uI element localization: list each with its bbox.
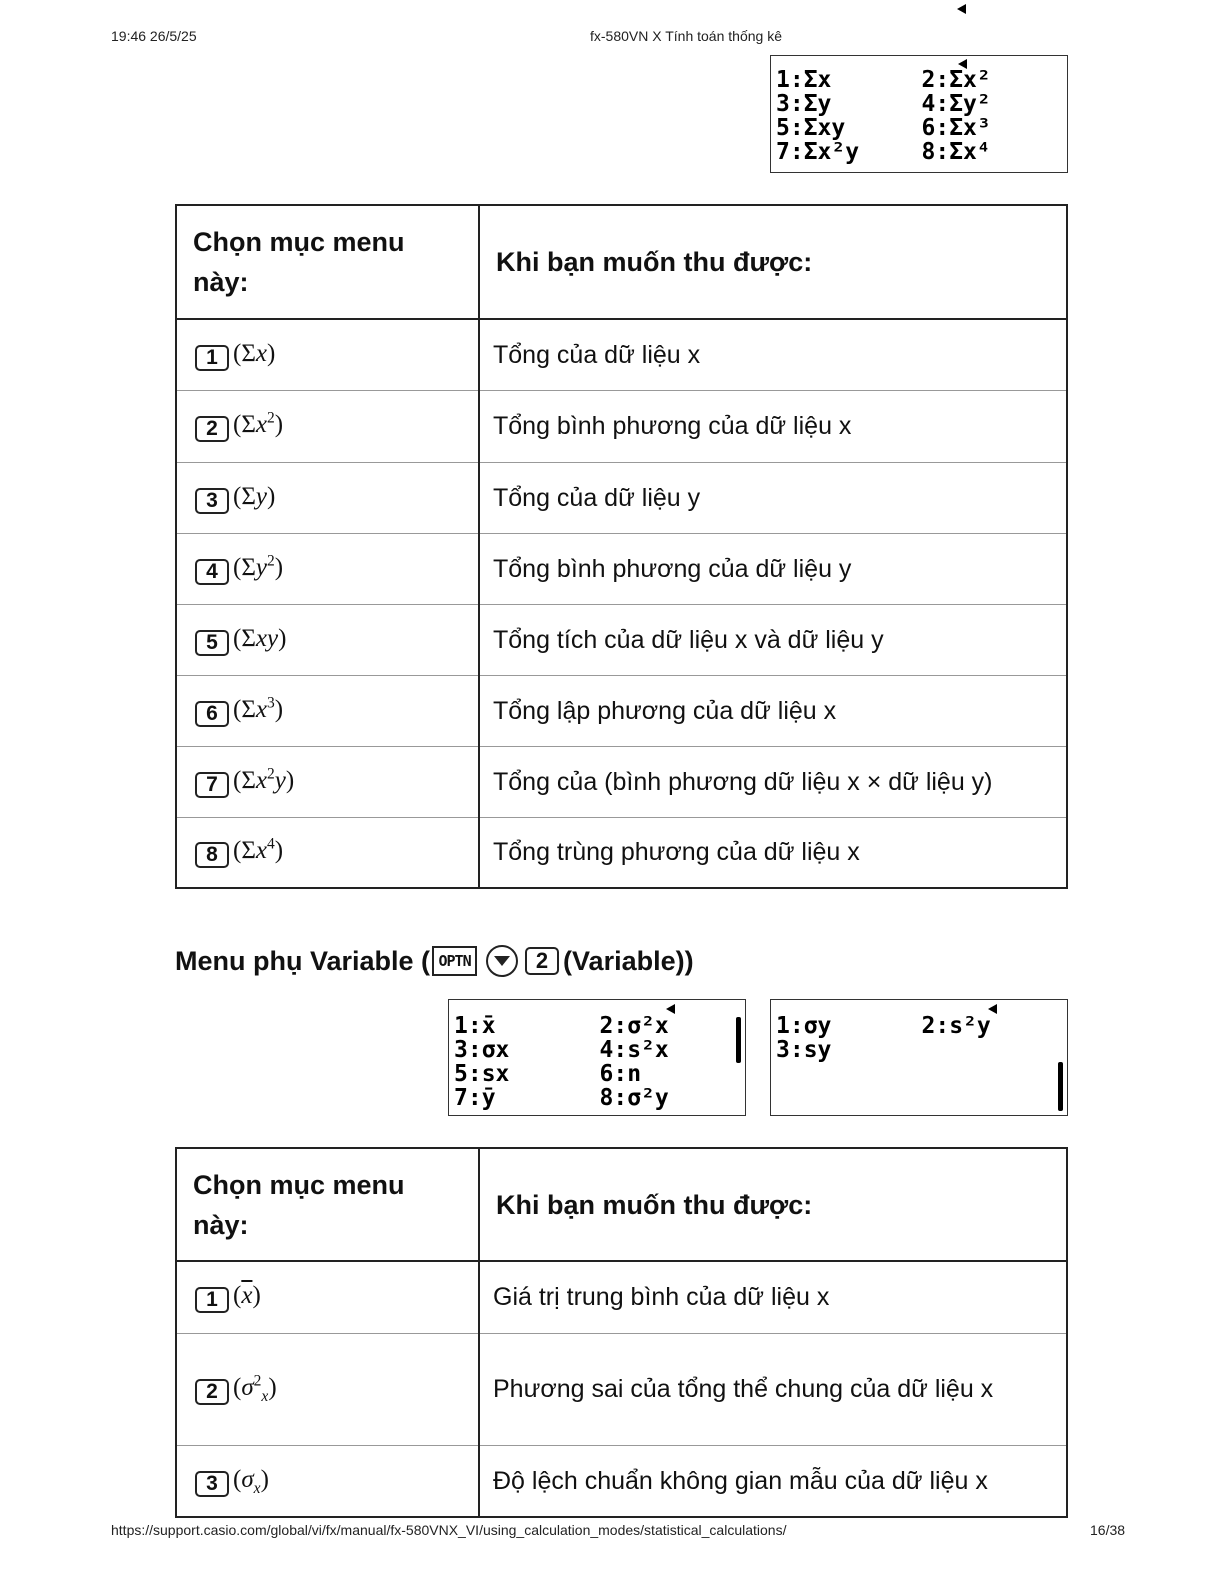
- lcd-item: 1:x̄: [454, 1013, 496, 1039]
- table-row: 3 (Σy) Tổng của dữ liệu y: [176, 462, 1067, 533]
- key-3-icon: 3: [195, 488, 229, 514]
- lcd-item: 3:sy: [776, 1037, 832, 1063]
- lcd-item: 2:Σx²: [921, 67, 991, 93]
- title-prefix: Menu phụ Variable (: [175, 945, 431, 976]
- key-5-icon: 5: [195, 630, 229, 656]
- table-row: 2 $(\sigma^2_x)$ Phương sai của tổng thể chung của dữ liệu x: [176, 1333, 1067, 1445]
- key-7-icon: 7: [195, 772, 229, 798]
- lcd-item: 2:s²y: [921, 1013, 991, 1039]
- row-desc: Tổng tích của dữ liệu x và dữ liệu y: [479, 604, 1067, 675]
- row-desc: Tổng trùng phương của dữ liệu x: [479, 817, 1067, 888]
- key-2-icon: 2: [195, 416, 229, 442]
- key-4-icon: 4: [195, 559, 229, 585]
- table-row: 2 $(\Sigma x^2)$ Tổng bình phương của dữ liệu x: [176, 390, 1067, 462]
- table-row: 5 (Σxy) Tổng tích của dữ liệu x và dữ liệu y: [176, 604, 1067, 675]
- key-3-icon: 3: [195, 1471, 229, 1497]
- table-row: 3 $(\sigma_x)$ Độ lệch chuẩn không gian mẫu của dữ liệu x: [176, 1445, 1067, 1517]
- table-row: 8 $(\Sigma x^4)$ Tổng trùng phương của dữ liệu x: [176, 817, 1067, 888]
- lcd-variable-menu-page2: [770, 999, 1068, 1116]
- print-page-number: 16/38: [1090, 1522, 1126, 1538]
- lcd-item: 5:sx: [454, 1061, 510, 1087]
- row-desc: Phương sai của tổng thể chung của dữ liệu x: [479, 1333, 1067, 1445]
- table-row: 1 $(\overline{x})$ Giá trị trung bình của dữ liệu x: [176, 1261, 1067, 1333]
- lcd-scrollbar: [1058, 1062, 1063, 1111]
- lcd-scrollbar: [736, 1017, 741, 1063]
- optn-key-icon: OPTN: [432, 946, 477, 976]
- print-url: https://support.casio.com/global/vi/fx/manual/fx-580VNX_VI/using_calculation_modes/statistical_calculations/: [111, 1522, 787, 1538]
- lcd-item: 3:σx: [454, 1037, 510, 1063]
- scroll-left-arrow-icon: [958, 59, 967, 69]
- row-desc: Tổng của dữ liệu y: [479, 462, 1067, 533]
- lcd-item: 6:n: [599, 1061, 642, 1087]
- key-2-icon: 2: [525, 947, 559, 975]
- lcd-item: 2:σ²x: [599, 1013, 669, 1039]
- row-desc: Độ lệch chuẩn không gian mẫu của dữ liệu x: [479, 1445, 1067, 1517]
- key-6-icon: 6: [195, 701, 229, 727]
- key-1-icon: 1: [195, 345, 229, 371]
- title-suffix: (Variable)): [563, 945, 694, 976]
- col1-header: Chọn mục menu này:: [176, 205, 479, 319]
- variable-menu-table: [175, 1147, 1068, 1518]
- lcd-item: 6:Σx³: [921, 115, 991, 141]
- lcd-item: 1:σy: [776, 1013, 832, 1039]
- lcd-item: 3:Σy: [776, 91, 832, 117]
- lcd-item: 7:Σx²y: [776, 139, 860, 165]
- key-1-icon: 1: [195, 1287, 229, 1313]
- col2-header: Khi bạn muốn thu được:: [479, 1148, 1067, 1261]
- lcd-variable-menu-page1: [448, 999, 746, 1116]
- down-arrow-key-icon: [486, 945, 518, 977]
- row-desc: Tổng bình phương của dữ liệu x: [479, 390, 1067, 462]
- lcd-item: [922, 1038, 1068, 1062]
- row-desc: Giá trị trung bình của dữ liệu x: [479, 1261, 1067, 1333]
- table-row: 4 $(\Sigma y^2)$ Tổng bình phương của dữ liệu y: [176, 533, 1067, 604]
- row-desc: Tổng lập phương của dữ liệu x: [479, 675, 1067, 746]
- lcd-item: 7:ȳ: [454, 1085, 496, 1111]
- lcd-item: 5:Σxy: [776, 115, 846, 141]
- lcd-item: 4:s²x: [599, 1037, 669, 1063]
- row-desc: Tổng bình phương của dữ liệu y: [479, 533, 1067, 604]
- lcd-item: 4:Σy²: [921, 91, 991, 117]
- sum-menu-table: [175, 204, 1068, 889]
- table-row: 6 $(\Sigma x^3)$ Tổng lập phương của dữ liệu x: [176, 675, 1067, 746]
- row-desc: Tổng của dữ liệu x: [479, 319, 1067, 390]
- print-datetime: 19:46 26/5/25: [111, 28, 197, 44]
- key-8-icon: 8: [195, 842, 229, 868]
- table-row: 7 $(\Sigma x^2y)$ Tổng của (bình phương dữ liệu x × dữ liệu y): [176, 746, 1067, 817]
- lcd-item: 1:Σx: [776, 67, 832, 93]
- scroll-left-arrow-icon: [666, 1004, 675, 1014]
- table-row: 1 (Σx) Tổng của dữ liệu x: [176, 319, 1067, 390]
- key-2-icon: 2: [195, 1379, 229, 1405]
- col2-header: Khi bạn muốn thu được:: [479, 205, 1067, 319]
- col1-header: Chọn mục menu này:: [176, 1148, 479, 1261]
- lcd-sum-menu: [770, 55, 1068, 173]
- lcd-item: 8:σ²y: [599, 1085, 669, 1111]
- variable-submenu-title: [175, 945, 694, 977]
- scroll-left-arrow-icon: [988, 1004, 997, 1014]
- lcd-item: 8:Σx⁴: [921, 139, 991, 165]
- row-desc: Tổng của (bình phương dữ liệu x × dữ liệu y): [479, 746, 1067, 817]
- print-page-title: fx-580VN X Tính toán thống kê: [590, 28, 782, 44]
